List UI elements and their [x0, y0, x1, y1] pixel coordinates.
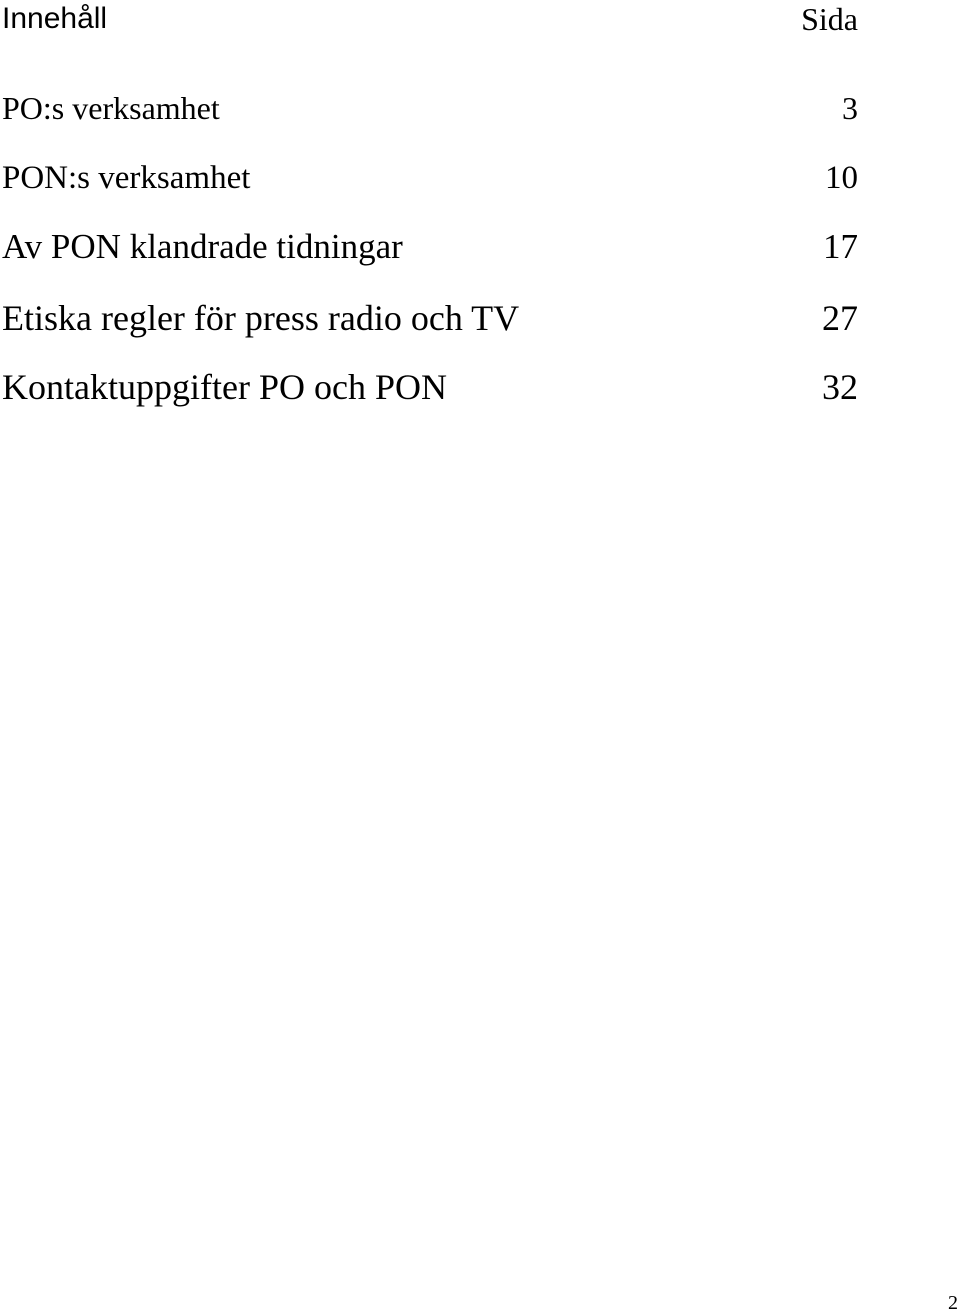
- page-column-heading: Sida: [801, 1, 858, 37]
- toc-entry-title: Etiska regler för press radio och TV: [2, 298, 520, 338]
- toc-entry-title: PO:s verksamhet: [2, 90, 220, 126]
- toc-entry-page: 32: [822, 367, 858, 407]
- toc-entry[interactable]: [0, 365, 858, 409]
- toc-entry-page: 27: [822, 298, 858, 338]
- page-number: 2: [948, 1292, 958, 1314]
- toc-entry-page: 17: [823, 227, 858, 266]
- toc-entry-title: Av PON klandrade tidningar: [2, 227, 403, 266]
- toc-entry-page: 3: [842, 90, 858, 126]
- contents-heading: Innehåll: [2, 2, 108, 35]
- toc-entry-page: 10: [825, 160, 858, 196]
- toc-entry-title: PON:s verksamhet: [2, 160, 251, 196]
- toc-entry-title: Kontaktuppgifter PO och PON: [2, 367, 447, 407]
- toc-entry[interactable]: [0, 156, 858, 200]
- toc-header: [0, 0, 858, 40]
- toc-entry[interactable]: [0, 86, 858, 130]
- toc-entry[interactable]: [0, 296, 858, 340]
- toc-entry[interactable]: [0, 225, 858, 269]
